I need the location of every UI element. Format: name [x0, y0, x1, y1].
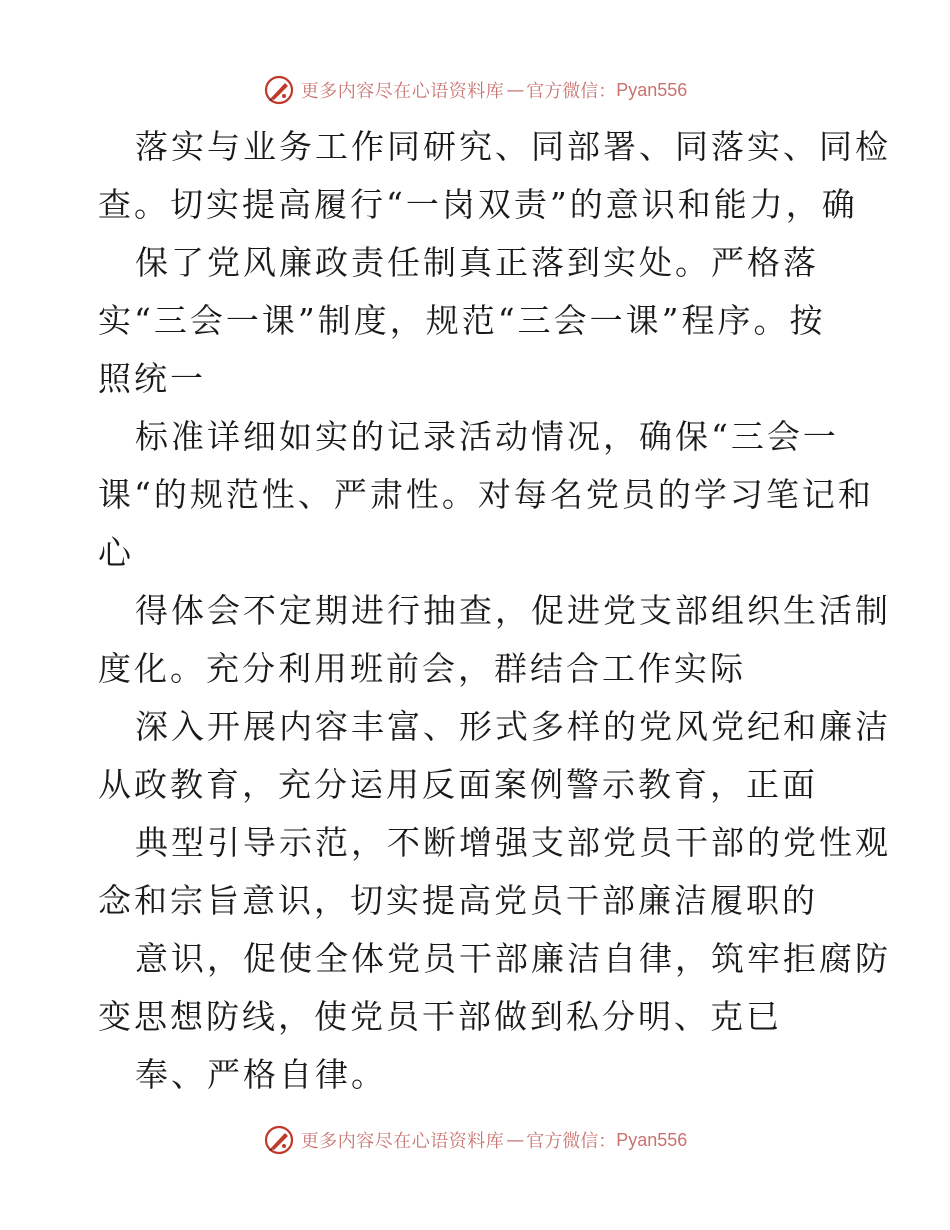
body-line: 变思想防线，使党员干部做到私分明、克已: [98, 997, 782, 1036]
document-body: [98, 118, 891, 1104]
body-line: 典型引导示范，不断增强支部党员干部的党性观: [135, 823, 891, 862]
body-line: 意识，促使全体党员干部廉洁自律，筑牢拒腐防: [135, 939, 891, 978]
body-line: 查。切实提高履行“一岗双责”的意识和能力，确: [98, 185, 858, 224]
body-line: 念和宗旨意识，切实提高党员干部廉洁履职的: [98, 881, 818, 920]
quill-pen-logo-icon: [263, 74, 295, 106]
body-line: 落实与业务工作同研究、同部署、同落实、同检: [135, 127, 891, 166]
body-line: 从政教育，充分运用反面案例警示教育，正面: [98, 765, 818, 804]
body-line: 实“三会一课”制度，规范“三会一课”程序。按: [98, 301, 826, 340]
footer-watermark: [0, 1120, 950, 1160]
body-line: 奉、严格自律。: [135, 1055, 387, 1094]
body-line: 深入开展内容丰富、形式多样的党风党纪和廉洁: [135, 707, 891, 746]
body-line: 标准详细如实的记录活动情况，确保“三会一: [135, 417, 839, 456]
body-line: 心: [98, 533, 134, 572]
body-line: 课“的规范性、严肃性。对每名党员的学习笔记和: [98, 475, 874, 514]
watermark-wechat-id: Pyan556: [616, 1129, 688, 1150]
watermark-brand: 更多内容尽在心语资料库: [300, 81, 505, 102]
watermark-separator: —: [506, 79, 525, 101]
body-line: 保了党风廉政责任制真正落到实处。严格落: [135, 243, 819, 282]
watermark-wechat-label: 官方微信：: [526, 81, 617, 102]
quill-pen-logo-icon: [263, 1124, 295, 1156]
header-watermark: [0, 70, 950, 110]
body-line: 照统一: [98, 359, 206, 398]
watermark-wechat-id: Pyan556: [616, 79, 688, 100]
watermark-wechat-label: 官方微信：: [526, 1131, 617, 1152]
body-line: 得体会不定期进行抽查，促进党支部组织生活制: [135, 591, 891, 630]
watermark-separator: —: [506, 1129, 525, 1151]
watermark-brand: 更多内容尽在心语资料库: [300, 1131, 505, 1152]
body-line: 度化。充分利用班前会，群结合工作实际: [98, 649, 746, 688]
